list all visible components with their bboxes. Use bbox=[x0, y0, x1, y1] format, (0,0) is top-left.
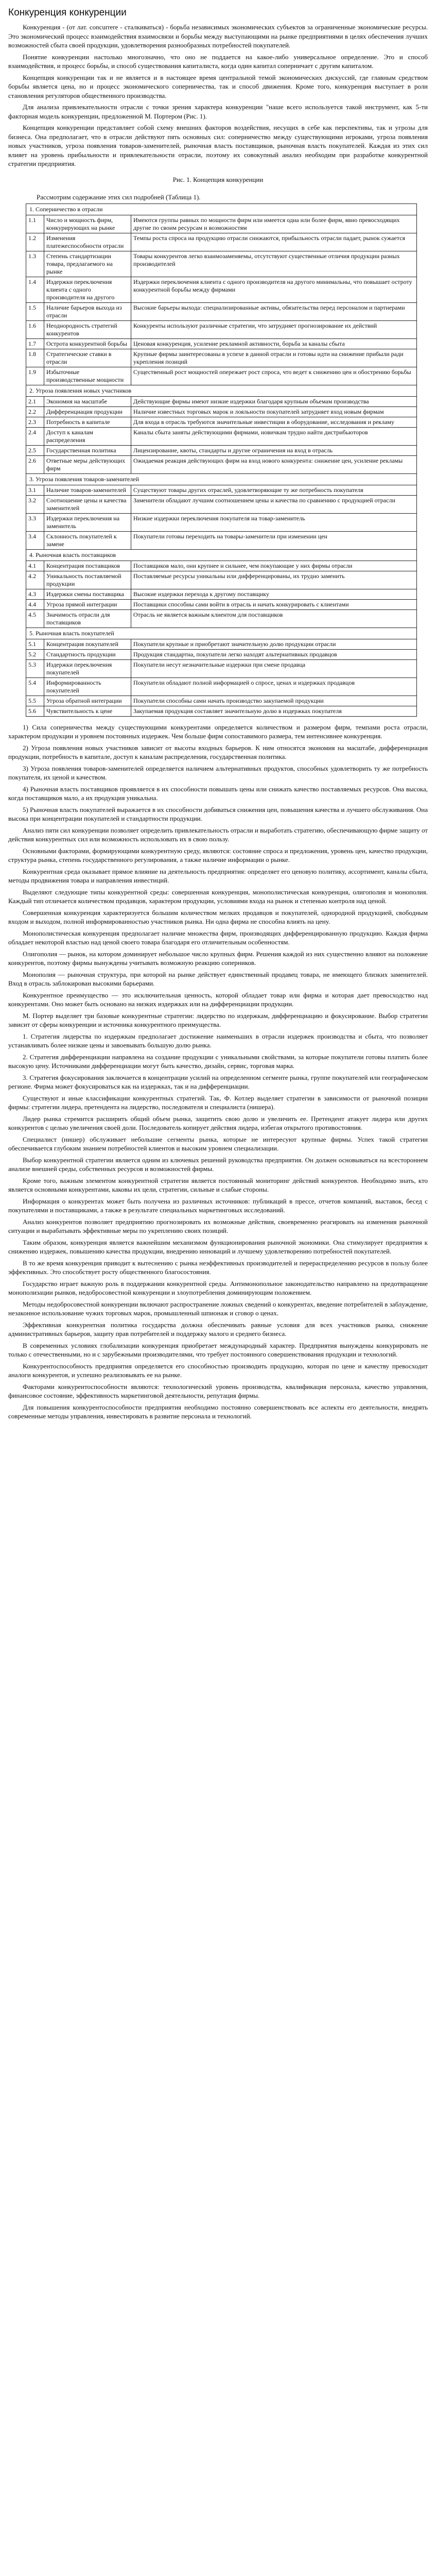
table-cell-description: Существенный рост мощностей опережает рост спроса, что ведет к снижению цен и обострению борьбы bbox=[131, 367, 417, 385]
table-cell-description: Конкуренты используют различные стратегии, что затрудняет прогнозирование их действий bbox=[131, 320, 417, 338]
table-cell-number: 5.5 bbox=[26, 696, 44, 706]
table-row bbox=[26, 531, 417, 549]
intro-paragraph: Концепция конкуренции представляет собой схему внешних факторов воздействия, несущих в себе как перспективы, так и угрозы для бизнеса. Она предполагает, что в отрасли действуют пять основных сил: соперничество между существующими игроками, угроза появления новых участников, угроза появления товаров-заменителей, рыночная власть поставщиков, рыночная власть покупателей. Каждая из этих сил влияет на уровень прибыльности и привлекательности отрасли, поэтому их совокупный анализ необходим при разработке конкурентной стратегии предприятия. bbox=[8, 124, 428, 167]
table-cell-number: 1.3 bbox=[26, 251, 44, 277]
table-cell-number: 1.4 bbox=[26, 277, 44, 302]
table-row bbox=[26, 455, 417, 473]
body-paragraph: 1) Сила соперничества между существующими конкурентами определяется количеством и размером фирм, темпами роста отрасли, характером продукции и уровнем постоянных издержек. Чем больше фирм сопоставимого размера, тем интенсивнее конкуренция. bbox=[8, 723, 428, 740]
table-section-row bbox=[26, 549, 417, 561]
table-cell-description: Поставщиков мало, они крупнее и сильнее, чем покупающие у них фирмы отрасли bbox=[131, 561, 417, 571]
table-cell-factor: Концентрация покупателей bbox=[44, 639, 131, 649]
table-cell-factor: Избыточные производственные мощности bbox=[44, 367, 131, 385]
table-cell-number: 1.5 bbox=[26, 302, 44, 320]
body-paragraph: Факторами конкурентоспособности являются: технологический уровень производства, квалификация персонала, качество управления, финансовое состояние, эффективность маркетинговой деятельности, репутация фирмы. bbox=[8, 1382, 428, 1399]
table-section-row bbox=[26, 385, 417, 396]
intro-section bbox=[8, 23, 428, 168]
table-cell-number: 1.8 bbox=[26, 349, 44, 367]
table-cell-number: 2.3 bbox=[26, 417, 44, 427]
table-cell-description: Низкие издержки переключения покупателя на товар-заменитель bbox=[131, 513, 417, 531]
body-paragraph: Конкурентоспособность предприятия определяется его способностью производить продукцию, которая по цене и качеству превосходит аналоги конкурентов, и успешно реализовывать ее на рынке. bbox=[8, 1362, 428, 1379]
table-cell-description: Издержки переключения клиента с одного производителя на другого минимальны, что повышает остроту конкурентной борьбы между фирмами bbox=[131, 277, 417, 302]
table-cell-number: 5.2 bbox=[26, 649, 44, 659]
table-row bbox=[26, 659, 417, 677]
table-cell-number: 1.9 bbox=[26, 367, 44, 385]
table-section-title: 5. Рыночная власть покупателей bbox=[26, 628, 417, 639]
table-cell-number: 1.6 bbox=[26, 320, 44, 338]
table-section-row bbox=[26, 628, 417, 639]
table-cell-number: 2.4 bbox=[26, 427, 44, 445]
table-cell-factor: Угроза обратной интеграции bbox=[44, 696, 131, 706]
table-row bbox=[26, 277, 417, 302]
body-paragraph: Совершенная конкуренция характеризуется большим количеством мелких продавцов и покупателей, однородной продукцией, свободным входом и выходом, полной информированностью участников рынка. Ни одна фирма не способна влиять на цену. bbox=[8, 908, 428, 925]
body-paragraph: 3. Стратегия фокусирования заключается в концентрации усилий на определенном сегменте рынка, группе покупателей или географическом регионе. Фирма может фокусироваться как на издержках, так и на дифференциации. bbox=[8, 1073, 428, 1090]
table-row bbox=[26, 320, 417, 338]
table-cell-description: Покупатели крупные и приобретают значительную долю продукции отрасли bbox=[131, 639, 417, 649]
figure-caption: Рис. 1. Концепция конкуренции bbox=[172, 175, 264, 183]
table-cell-factor: Неоднородность стратегий конкурентов bbox=[44, 320, 131, 338]
table-row bbox=[26, 427, 417, 445]
table-cell-description: Покупатели обладают полной информацией о спросе, ценах и издержках продавцов bbox=[131, 677, 417, 696]
table-cell-description: Существуют товары других отраслей, удовлетворяющие ту же потребность покупателя bbox=[131, 485, 417, 495]
table-cell-description: Заменители обладают лучшим соотношением цены и качества по сравнению с продукцией отрасли bbox=[131, 495, 417, 513]
table-cell-factor: Изменения платежеспособности отрасли bbox=[44, 233, 131, 251]
body-paragraph: 1. Стратегия лидерства по издержкам предполагает достижение наименьших в отрасли издержек производства и сбыта, что позволяет устанавливать более низкие цены и завоевывать большую долю рынка. bbox=[8, 1032, 428, 1049]
table-cell-factor: Наличие барьеров выхода из отрасли bbox=[44, 302, 131, 320]
table-cell-number: 3.2 bbox=[26, 495, 44, 513]
body-paragraph: Существуют и иные классификации конкурентных стратегий. Так, Ф. Котлер выделяет стратегии в зависимости от рыночной позиции фирмы: стратегии лидера, претендента на лидерство, последователя и специалиста (нишера). bbox=[8, 1094, 428, 1111]
table-cell-number: 4.4 bbox=[26, 599, 44, 609]
table-cell-description: Лицензирование, квоты, стандарты и другие ограничения на вход в отрасль bbox=[131, 445, 417, 455]
body-paragraph: Выбор конкурентной стратегии является одним из ключевых решений руководства предприятия. Он должен основываться на всестороннем анализе внешней среды, собственных ресурсов и возможностей фирмы. bbox=[8, 1156, 428, 1173]
body-paragraph: Анализ конкурентов позволяет предприятию прогнозировать их возможные действия, своевременно реагировать на изменения рыночной ситуации и вырабатывать эффективные меры по укреплению своих позиций. bbox=[8, 1217, 428, 1234]
table-cell-factor: Ответные меры действующих фирм bbox=[44, 455, 131, 473]
table-cell-description: Крупные фирмы заинтересованы в успехе в данной отрасли и готовы идти на снижение прибыли ради укрепления позиций bbox=[131, 349, 417, 367]
table-cell-factor: Информированность покупателей bbox=[44, 677, 131, 696]
body-paragraph: Для повышения конкурентоспособности предприятия необходимо постоянно совершенствовать все аспекты его деятельности, внедрять современные методы управления, инвестировать в развитие персонала и технологий. bbox=[8, 1403, 428, 1420]
table-cell-factor: Издержки переключения покупателей bbox=[44, 659, 131, 677]
table-cell-number: 5.1 bbox=[26, 639, 44, 649]
table-title: Рассмотрим содержание этих сил подробней (Таблица 1). bbox=[37, 193, 201, 201]
table-cell-description: Продукция стандартна, покупатели легко находят альтернативных продавцов bbox=[131, 649, 417, 659]
table-cell-factor: Стратегические ставки в отрасли bbox=[44, 349, 131, 367]
table-cell-description: Закупаемая продукция составляет значительную долю в издержках покупателя bbox=[131, 706, 417, 716]
table-cell-description: Поставщики способны сами войти в отрасль и начать конкурировать с клиентами bbox=[131, 599, 417, 609]
table-cell-number: 1.1 bbox=[26, 215, 44, 233]
table-row bbox=[26, 589, 417, 599]
table-cell-description: Каналы сбыта заняты действующими фирмами, новичкам трудно найти дистрибьюторов bbox=[131, 427, 417, 445]
table-row bbox=[26, 417, 417, 427]
body-paragraph: Конкурентная среда оказывает прямое влияние на деятельность предприятия: определяет его ценовую политику, ассортимент, каналы сбыта, методы продвижения товара и направления инвестиций. bbox=[8, 867, 428, 884]
table-cell-number: 3.1 bbox=[26, 485, 44, 495]
body-paragraph: 5) Рыночная власть покупателей выражается в их способности добиваться снижения цен, повышения качества и лучшего обслуживания. Она высока при концентрации покупателей и стандартности продукции. bbox=[8, 805, 428, 822]
table-row bbox=[26, 233, 417, 251]
table-cell-description: Для входа в отрасль требуются значительные инвестиции в оборудование, исследования и рекламу bbox=[131, 417, 417, 427]
body-paragraph: Государство играет важную роль в поддержании конкурентной среды. Антимонопольное законодательство направлено на предотвращение монополизации рынков, недобросовестной конкуренции и злоупотребления доминирующим положением. bbox=[8, 1279, 428, 1296]
table-row bbox=[26, 302, 417, 320]
table-cell-description: Отрасль не является важным клиентом для поставщиков bbox=[131, 609, 417, 628]
table-row bbox=[26, 639, 417, 649]
table-row bbox=[26, 649, 417, 659]
table-cell-factor: Значимость отрасли для поставщиков bbox=[44, 609, 131, 628]
table-cell-factor: Издержки смены поставщика bbox=[44, 589, 131, 599]
table-row bbox=[26, 215, 417, 233]
table-cell-number: 2.6 bbox=[26, 455, 44, 473]
table-cell-factor: Концентрация поставщиков bbox=[44, 561, 131, 571]
table-cell-factor: Склонность покупателей к замене bbox=[44, 531, 131, 549]
table-row bbox=[26, 251, 417, 277]
table-cell-factor: Государственная политика bbox=[44, 445, 131, 455]
table-row bbox=[26, 485, 417, 495]
intro-paragraph: Для анализа привлекательности отрасли с точки зрения характера конкуренции "наше всего используется такой инструмент, как 5-ти факторная модель конкуренции, предложенной М. Портером (Рис. 1). bbox=[8, 103, 428, 120]
body-paragraph: 2) Угроза появления новых участников зависит от высоты входных барьеров. К ним относятся экономия на масштабе, дифференциация продукции, потребность в капитале, доступ к каналам распределения, государственная политика. bbox=[8, 743, 428, 760]
table-cell-description: Ожидаемая реакция действующих фирм на вход нового конкурента: снижение цен, усиление рекламы bbox=[131, 455, 417, 473]
table-cell-description: Имеются группы равных по мощности фирм или имеется одна или более фирм, явно превосходящих другие по своим ресурсам и возможностям bbox=[131, 215, 417, 233]
table-cell-number: 5.3 bbox=[26, 659, 44, 677]
table-row bbox=[26, 571, 417, 589]
table-cell-description: Высокие барьеры выхода: специализированные активы, обязательства перед персоналом и партнерами bbox=[131, 302, 417, 320]
intro-paragraph: Концепция конкуренции так и не является и в настоящее время центральной темой экономических дискуссий, где главным средством борьбы является цена, но и процесс экономического соперничества, так и способ движения. Кроме того, конкуренция выступает в роли становления регуляторов общественного производства. bbox=[8, 73, 428, 99]
table-cell-factor: Потребность в капитале bbox=[44, 417, 131, 427]
table-row bbox=[26, 561, 417, 571]
body-paragraph: Специалист (нишер) обслуживает небольшие сегменты рынка, которые не интересуют крупные фирмы. Успех такой стратегии обеспечивается глубоким знанием потребностей клиентов и высоким уровнем специализации. bbox=[8, 1135, 428, 1152]
table-row bbox=[26, 599, 417, 609]
table-cell-factor: Уникальность поставляемой продукции bbox=[44, 571, 131, 589]
table-cell-number: 2.5 bbox=[26, 445, 44, 455]
table-cell-number: 4.5 bbox=[26, 609, 44, 628]
table-cell-factor: Издержки переключения клиента с одного производителя на другого bbox=[44, 277, 131, 302]
table-cell-number: 1.2 bbox=[26, 233, 44, 251]
table-row bbox=[26, 396, 417, 406]
body-paragraph: В современных условиях глобализации конкуренция приобретает международный характер. Предприятия вынуждены конкурировать не только с отечественными, но и с зарубежными производителями, что требует постоянного совершенствования продукции и технологий. bbox=[8, 1341, 428, 1358]
body-paragraph: Выделяют следующие типы конкурентной среды: совершенная конкуренция, монополистическая конкуренция, олигополия и монополия. Каждый тип отличается количеством продавцов, характером продукции, условиями входа на рынок и степенью контроля над ценой. bbox=[8, 888, 428, 905]
table-cell-description: Высокие издержки перехода к другому поставщику bbox=[131, 589, 417, 599]
table-section-row bbox=[26, 473, 417, 485]
body-paragraph: Методы недобросовестной конкуренции включают распространение ложных сведений о конкурентах, введение потребителей в заблуждение, незаконное использование чужих торговых марок, промышленный шпионаж и сговор о ценах. bbox=[8, 1300, 428, 1317]
body-paragraph: Кроме того, важным элементом конкурентной стратегии является постоянный мониторинг действий конкурентов. Необходимо знать, кто является основными конкурентами, каковы их цели, стратегии, сильные и слабые стороны. bbox=[8, 1176, 428, 1193]
table-row bbox=[26, 445, 417, 455]
body-paragraph: М. Портер выделяет три базовые конкурентные стратегии: лидерство по издержкам, дифференциацию и фокусирование. Выбор стратегии зависит от сферы конкуренции и источника конкурентного преимущества. bbox=[8, 1011, 428, 1028]
body-paragraph: 4) Рыночная власть поставщиков проявляется в их способности повышать цены или снижать качество поставляемых ресурсов. Она высока, когда поставщиков мало, а их продукция уникальна. bbox=[8, 785, 428, 802]
table-cell-description: Поставляемые ресурсы уникальны или дифференцированы, их трудно заменить bbox=[131, 571, 417, 589]
table-cell-description: Ценовая конкуренция, усиление рекламной активности, борьба за каналы сбыта bbox=[131, 338, 417, 349]
table-cell-description: Товары конкурентов легко взаимозаменяемы, отсутствуют существенные отличия продукции разных производителей bbox=[131, 251, 417, 277]
forces-table bbox=[26, 204, 417, 717]
table-row bbox=[26, 513, 417, 531]
table-cell-factor: Наличие товаров-заменителей bbox=[44, 485, 131, 495]
table-cell-description: Покупатели способны сами начать производство закупаемой продукции bbox=[131, 696, 417, 706]
table-cell-factor: Доступ к каналам распределения bbox=[44, 427, 131, 445]
body-paragraph: 3) Угроза появления товаров-заменителей определяется наличием альтернативных продуктов, способных удовлетворить ту же потребность покупателя, их ценой и качеством. bbox=[8, 764, 428, 781]
table-section-title: 2. Угроза появления новых участников bbox=[26, 385, 417, 396]
intro-paragraph: Конкуренция - (от лат. concurrere - сталкиваться) - борьба независимых экономических субъектов за ограниченные экономические ресурсы. Это экономический процесс взаимодействия взаимосвязи и борьбы между выступающими на рынке предприятиями в целях обеспечения лучших возможностей сбыта своей продукции, удовлетворения разнообразных потребностей покупателей. bbox=[8, 23, 428, 49]
table-cell-description: Наличие известных торговых марок и лояльности покупателей затрудняет вход новым фирмам bbox=[131, 406, 417, 417]
body-paragraph: 2. Стратегия дифференциации направлена на создание продукции с уникальными свойствами, за которые покупатели готовы платить более высокую цену. Источниками дифференциации могут быть качество, дизайн, сервис, торговая марка. bbox=[8, 1053, 428, 1070]
table-row bbox=[26, 367, 417, 385]
table-cell-factor: Экономия на масштабе bbox=[44, 396, 131, 406]
table-cell-description: Покупатели готовы переходить на товары-заменители при изменении цен bbox=[131, 531, 417, 549]
table-cell-number: 2.1 bbox=[26, 396, 44, 406]
table-cell-factor: Соотношение цены и качества заменителей bbox=[44, 495, 131, 513]
table-row bbox=[26, 495, 417, 513]
body-paragraph: Анализ пяти сил конкуренции позволяет определить привлекательность отрасли и выработать стратегию, обеспечивающую фирме защиту от действия конкурентных сил или возможность использовать их в свою пользу. bbox=[8, 826, 428, 843]
table-cell-description: Покупатели несут незначительные издержки при смене продавца bbox=[131, 659, 417, 677]
table-section-title: 4. Рыночная власть поставщиков bbox=[26, 549, 417, 561]
table-row bbox=[26, 696, 417, 706]
document-title: Конкуренция конкуренции bbox=[8, 7, 127, 18]
body-paragraph: Монополистическая конкуренция предполагает наличие множества фирм, производящих дифференцированную продукцию. Каждая фирма обладает некоторой властью над ценой своего товара благодаря его отличительным особенностям. bbox=[8, 929, 428, 946]
table-cell-factor: Дифференциация продукции bbox=[44, 406, 131, 417]
table-cell-factor: Стандартность продукции bbox=[44, 649, 131, 659]
table-cell-number: 3.4 bbox=[26, 531, 44, 549]
body-paragraph: Таким образом, конкуренция является важнейшим механизмом функционирования рыночной экономики. Она стимулирует предприятия к снижению издержек, повышению качества продукции, внедрению инноваций и лучшему удовлетворению потребностей покупателей. bbox=[8, 1238, 428, 1255]
table-cell-number: 5.6 bbox=[26, 706, 44, 716]
body-paragraph: Основными факторами, формирующими конкурентную среду, являются: состояние спроса и предложения, уровень цен, качество продукции, структура рынка, степень государственного регулирования, а также наличие информации о рынке. bbox=[8, 846, 428, 863]
body-paragraph: Информация о конкурентах может быть получена из различных источников: публикаций в прессе, отчетов компаний, выставок, бесед с покупателями и поставщиками, а также в результате специальных маркетинговых исследований. bbox=[8, 1197, 428, 1214]
table-section-title: 3. Угроза появления товаров-заменителей bbox=[26, 473, 417, 485]
table-section-title: 1. Соперничество в отрасли bbox=[26, 204, 417, 215]
table-cell-number: 5.4 bbox=[26, 677, 44, 696]
body-paragraph: Лидер рынка стремится расширить общий объем рынка, защитить свою долю и увеличить ее. Претендент атакует лидера или других конкурентов с целью увеличения своей доли. Последователь копирует действия лидера, избегая открытого противостояния. bbox=[8, 1114, 428, 1131]
table-row bbox=[26, 677, 417, 696]
table-cell-factor: Острота конкурентной борьбы bbox=[44, 338, 131, 349]
table-row bbox=[26, 349, 417, 367]
table-cell-factor: Издержки переключения на заменитель bbox=[44, 513, 131, 531]
table-cell-description: Действующие фирмы имеют низкие издержки благодаря крупным объемам производства bbox=[131, 396, 417, 406]
table-section-row bbox=[26, 204, 417, 215]
table-row bbox=[26, 706, 417, 716]
table-cell-number: 1.7 bbox=[26, 338, 44, 349]
table-cell-number: 4.2 bbox=[26, 571, 44, 589]
body-paragraph: Монополия — рыночная структура, при которой на рынке действует единственный продавец товара, не имеющего близких заменителей. Вход в отрасль заблокирован высокими барьерами. bbox=[8, 970, 428, 987]
body-paragraph: Конкурентное преимущество — это исключительная ценность, которой обладает товар или фирма и которая дает превосходство над конкурентами. Оно может быть основано на низких издержках или на дифференциации продукции. bbox=[8, 991, 428, 1008]
table-row bbox=[26, 406, 417, 417]
table-cell-number: 4.1 bbox=[26, 561, 44, 571]
body-paragraph: В то же время конкуренция приводит к вытеснению с рынка неэффективных производителей и перераспределению ресурсов в пользу более эффективных. Это способствует росту общественного благосостояния. bbox=[8, 1259, 428, 1276]
table-cell-factor: Угроза прямой интеграции bbox=[44, 599, 131, 609]
body-paragraph: Олигополия — рынок, на котором доминирует небольшое число крупных фирм. Решения каждой из них существенно влияют на положение конкурентов, поэтому фирмы вынуждены учитывать возможную реакцию соперников. bbox=[8, 950, 428, 967]
body-paragraph: Эффективная конкурентная политика государства должна обеспечивать равные условия для всех участников рынка, снижение административных барьеров, защиту прав потребителей и поддержку малого и среднего бизнеса. bbox=[8, 1320, 428, 1337]
table-cell-factor: Степень стандартизации товара, предлагаемого на рынке bbox=[44, 251, 131, 277]
table-cell-factor: Чувствительность к цене bbox=[44, 706, 131, 716]
table-cell-description: Темпы роста спроса на продукцию отрасли снижаются, прибыльность отрасли падает, рынок сужается bbox=[131, 233, 417, 251]
body-section bbox=[8, 723, 428, 1421]
table-cell-number: 2.2 bbox=[26, 406, 44, 417]
intro-paragraph: Понятие конкуренции настолько многозначно, что оно не поддается на какое-либо универсальное определение. Это и способ взаимодействия, и процесс борьбы, и способ существования капиталиста, когда один капитал соперничает с другим капиталом. bbox=[8, 53, 428, 70]
table-cell-number: 3.3 bbox=[26, 513, 44, 531]
table-row bbox=[26, 338, 417, 349]
table-cell-factor: Число и мощность фирм, конкурирующих на рынке bbox=[44, 215, 131, 233]
table-row bbox=[26, 609, 417, 628]
table-cell-number: 4.3 bbox=[26, 589, 44, 599]
